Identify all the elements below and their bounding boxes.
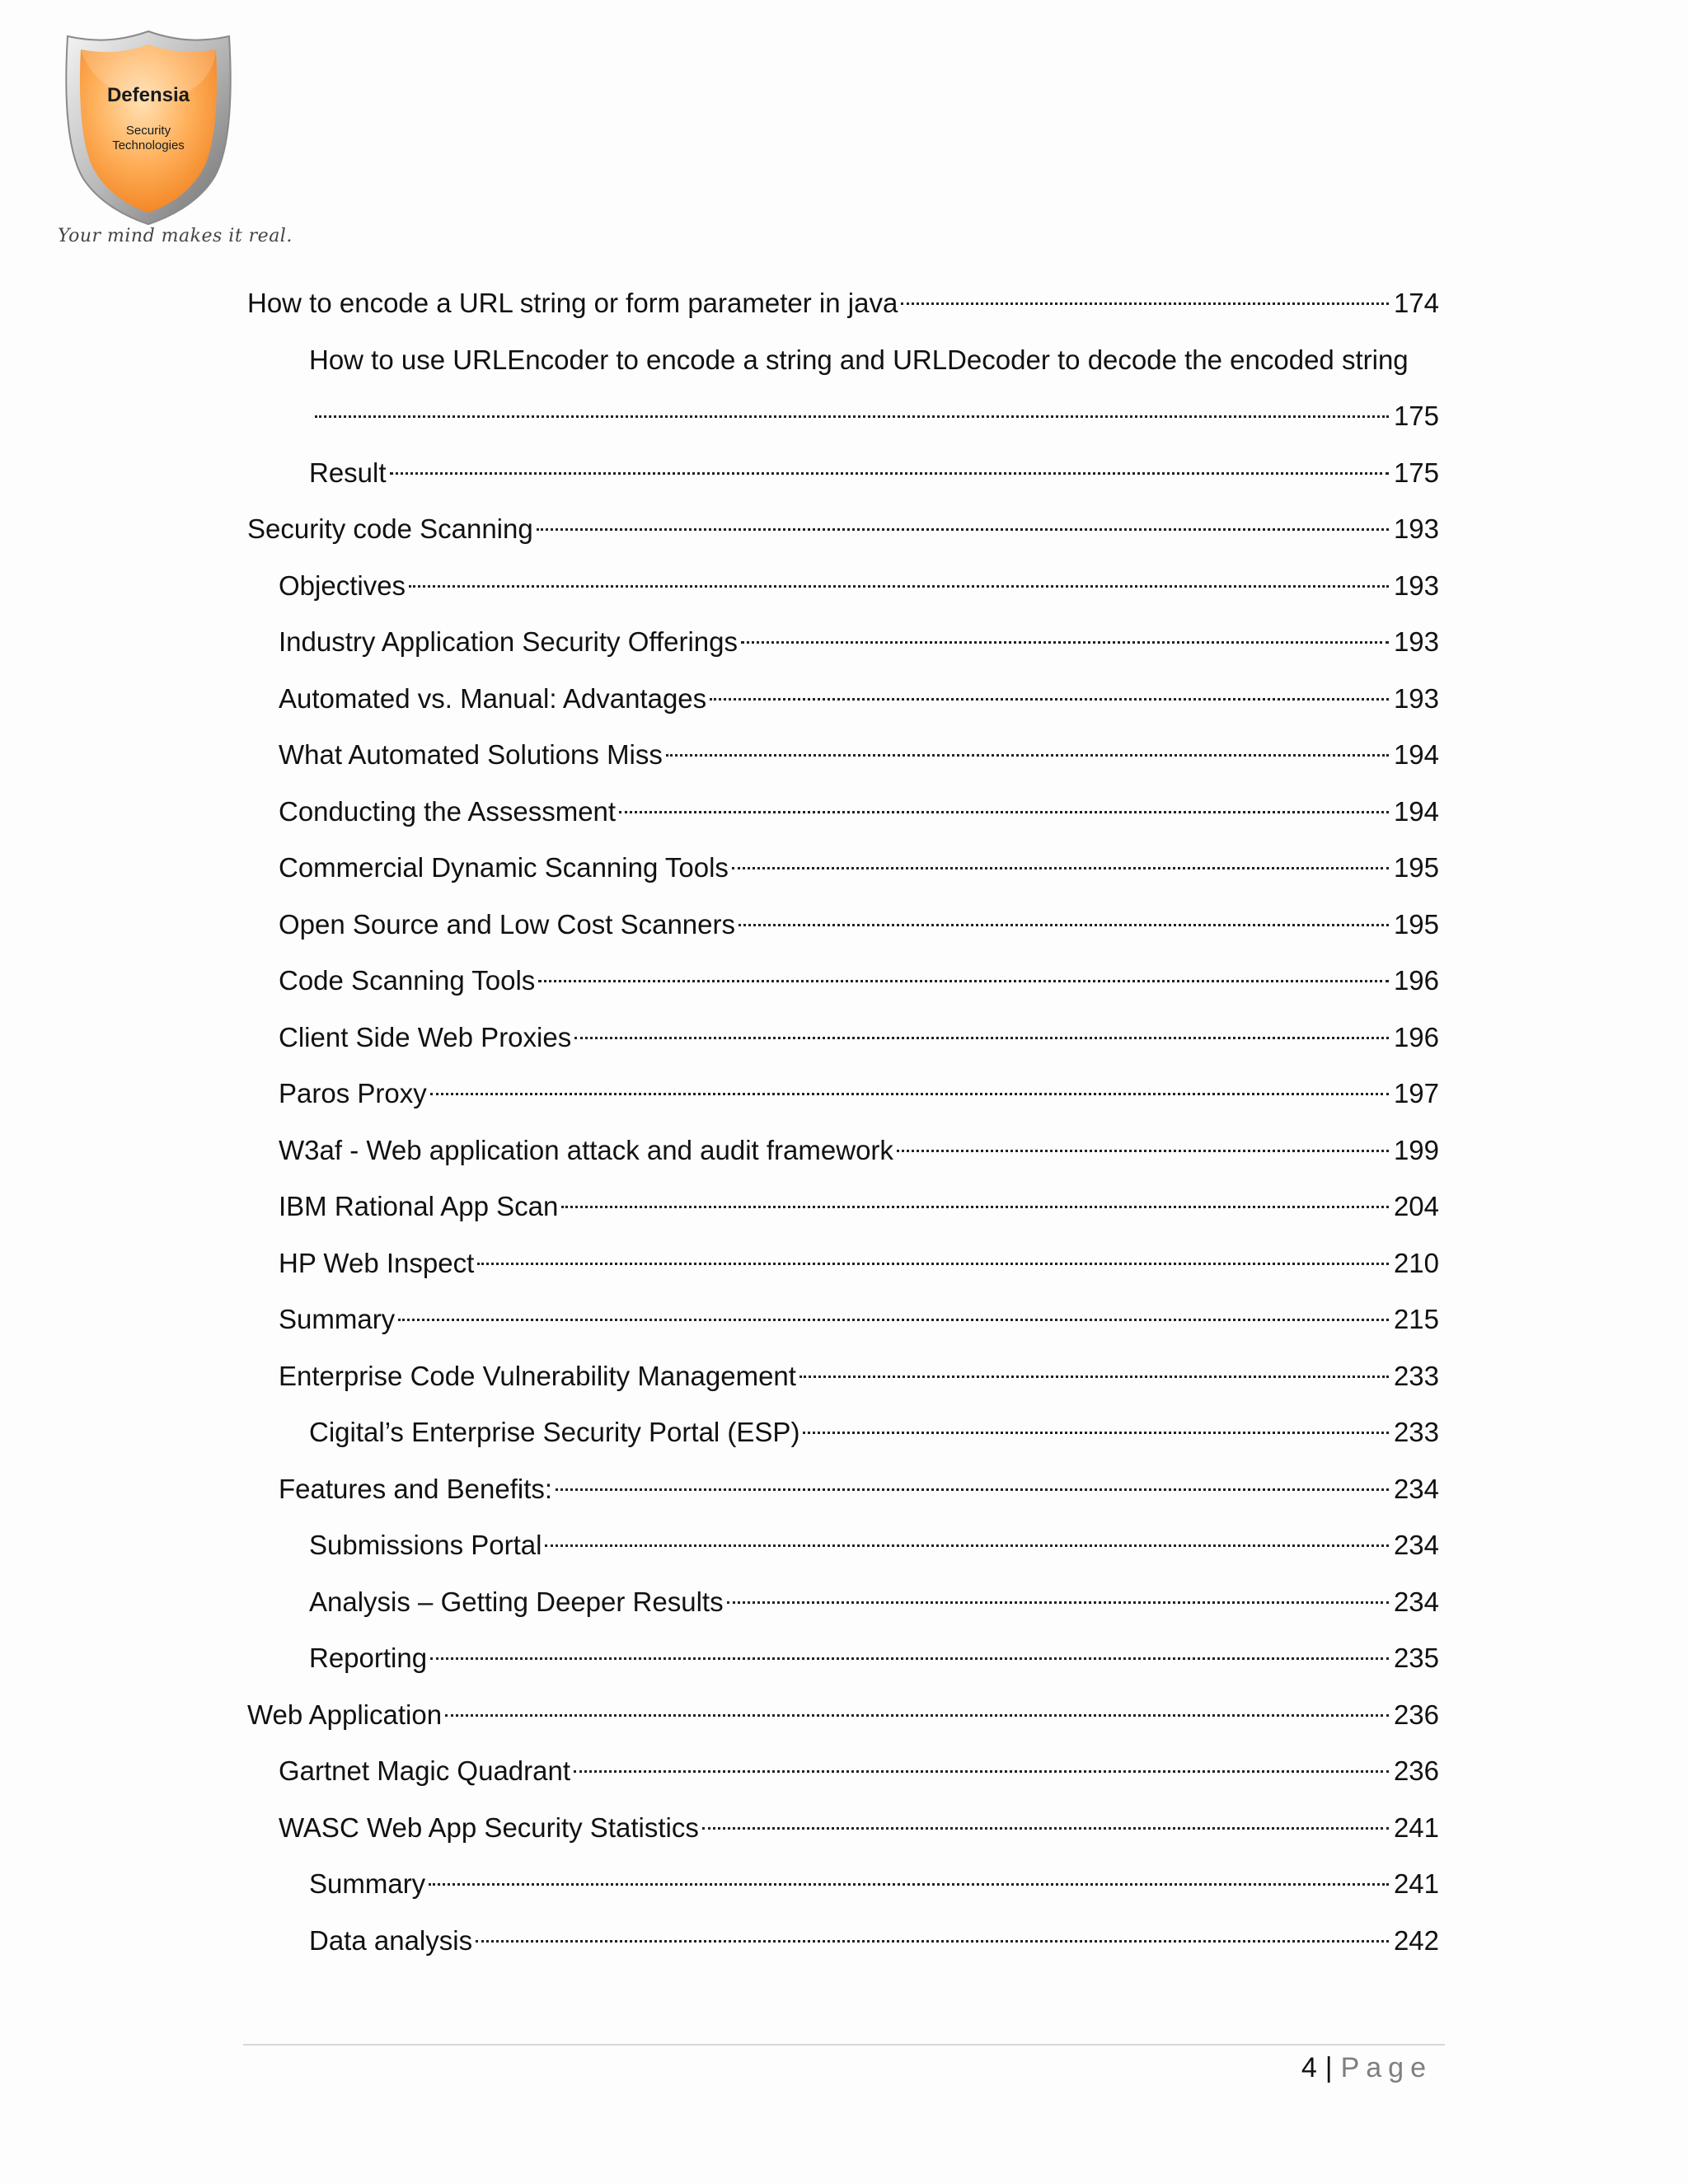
toc-page-number[interactable]: 234	[1393, 1473, 1439, 1504]
toc-entry-title[interactable]: Security code Scanning	[247, 513, 533, 544]
toc-page-number[interactable]: 196	[1393, 965, 1439, 996]
toc-entry-title[interactable]: What Automated Solutions Miss	[279, 739, 663, 770]
toc-entry-title[interactable]: Summary	[279, 1304, 396, 1334]
toc-page-number[interactable]: 204	[1393, 1191, 1439, 1221]
toc-page-number[interactable]: 193	[1393, 682, 1439, 714]
toc-entry[interactable]	[247, 1188, 1439, 1244]
toc-entry[interactable]	[247, 1526, 1439, 1583]
toc-entry[interactable]	[247, 1244, 1439, 1301]
toc-page-number[interactable]: 195	[1393, 852, 1439, 883]
toc-entry-title[interactable]: Conducting the Assessment	[279, 795, 617, 827]
toc-entry-title[interactable]: Enterprise Code Vulnerability Management	[279, 1360, 796, 1391]
toc-dot-leader	[897, 1150, 1389, 1152]
toc-page-number[interactable]: 196	[1393, 1021, 1439, 1052]
toc-page-number[interactable]: 175	[1393, 457, 1439, 488]
toc-dot-leader	[477, 1263, 1389, 1265]
page-label: Page	[1340, 2052, 1432, 2083]
toc-entry-title[interactable]: Open Source and Low Cost Scanners	[279, 908, 735, 940]
toc-page-number[interactable]: 174	[1393, 288, 1439, 318]
toc-entry[interactable]	[247, 1639, 1439, 1696]
toc-dot-leader	[619, 811, 1389, 813]
toc-entry-title[interactable]: Paros Proxy	[279, 1078, 427, 1108]
toc-dot-leader	[315, 415, 1389, 418]
toc-entry[interactable]	[247, 284, 1439, 341]
toc-entry-title[interactable]: Result	[309, 457, 387, 488]
toc-dot-leader	[429, 1883, 1389, 1886]
toc-page-number[interactable]: 194	[1393, 795, 1439, 827]
toc-dot-leader	[545, 1544, 1388, 1547]
toc-dot-leader	[738, 924, 1389, 926]
toc-entry[interactable]	[247, 454, 1439, 511]
toc-entry[interactable]	[247, 1075, 1439, 1132]
toc-entry-title[interactable]: How to use URLEncoder to encode a string and URLDecoder to decode the encoded string	[309, 344, 1409, 375]
toc-dot-leader	[398, 1319, 1389, 1321]
toc-entry[interactable]	[247, 567, 1439, 624]
toc-entry[interactable]	[247, 962, 1439, 1019]
toc-dot-leader	[561, 1206, 1389, 1208]
page-number: 4	[1301, 2052, 1317, 2083]
toc-entry[interactable]	[247, 680, 1439, 737]
toc-entry[interactable]	[247, 736, 1439, 793]
page-footer	[1301, 2050, 1432, 2086]
toc-entry-title[interactable]: Reporting	[309, 1643, 428, 1673]
toc-entry-title[interactable]: How to encode a URL string or form parameter in java	[247, 288, 898, 318]
table-of-contents	[247, 284, 1439, 1978]
toc-dot-leader	[445, 1714, 1389, 1717]
toc-entry-title[interactable]: Web Application	[247, 1699, 443, 1730]
toc-entry-title[interactable]: Commercial Dynamic Scanning Tools	[279, 852, 729, 883]
toc-entry-title[interactable]: Analysis – Getting Deeper Results	[309, 1586, 724, 1617]
toc-page-number[interactable]: 234	[1393, 1530, 1439, 1560]
toc-page-number[interactable]: 194	[1393, 739, 1439, 770]
toc-entry[interactable]	[247, 1752, 1439, 1809]
toc-page-number[interactable]: 175	[1393, 400, 1439, 431]
toc-page-number[interactable]: 233	[1393, 1417, 1439, 1447]
toc-entry-title[interactable]: Gartnet Magic Quadrant	[279, 1755, 571, 1786]
toc-entry[interactable]	[247, 1922, 1439, 1979]
toc-entry[interactable]	[247, 1357, 1439, 1414]
logo-brand-text: Defensia	[106, 84, 190, 106]
toc-entry-title[interactable]: Automated vs. Manual: Advantages	[279, 682, 707, 714]
toc-page-number[interactable]: 193	[1393, 626, 1439, 657]
toc-dot-leader	[666, 754, 1389, 757]
toc-entry[interactable]	[247, 623, 1439, 680]
toc-dot-leader	[409, 585, 1389, 588]
toc-page-number[interactable]: 210	[1393, 1247, 1439, 1278]
toc-entry[interactable]	[247, 510, 1439, 567]
toc-page-number[interactable]: 193	[1393, 513, 1439, 544]
toc-page-number[interactable]: 197	[1393, 1078, 1439, 1108]
toc-dot-leader	[537, 528, 1389, 531]
toc-entry[interactable]	[247, 1301, 1439, 1357]
toc-entry-title[interactable]: HP Web Inspect	[279, 1247, 475, 1278]
toc-entry-title[interactable]: Submissions Portal	[309, 1530, 542, 1560]
toc-page-number[interactable]: 241	[1393, 1811, 1439, 1843]
toc-entry[interactable]	[247, 1413, 1439, 1470]
toc-entry-title[interactable]: WASC Web App Security Statistics	[279, 1811, 699, 1843]
toc-page-number[interactable]: 199	[1393, 1134, 1439, 1165]
toc-page-number[interactable]: 215	[1393, 1304, 1439, 1334]
toc-dot-leader	[710, 698, 1389, 701]
toc-entry-title[interactable]: IBM Rational App Scan	[279, 1191, 559, 1221]
toc-entry[interactable]	[247, 341, 1439, 454]
toc-dot-leader	[702, 1827, 1389, 1830]
toc-entry[interactable]	[247, 793, 1439, 850]
toc-dot-leader	[430, 1657, 1389, 1660]
toc-page-number[interactable]: 241	[1393, 1868, 1439, 1899]
toc-entry[interactable]	[247, 849, 1439, 906]
toc-dot-leader	[538, 980, 1389, 982]
toc-entry-title[interactable]: Summary	[309, 1868, 426, 1899]
toc-entry-title[interactable]: Industry Application Security Offerings	[279, 626, 738, 657]
logo-line1-text: Security	[125, 124, 171, 138]
toc-page-number[interactable]: 193	[1393, 569, 1439, 601]
toc-page-number[interactable]: 236	[1393, 1699, 1439, 1730]
shield-logo-icon	[58, 25, 239, 227]
company-logo	[58, 25, 239, 255]
toc-dot-leader	[741, 641, 1389, 644]
toc-entry-title[interactable]: Client Side Web Proxies	[279, 1021, 572, 1052]
footer-divider	[243, 2044, 1445, 2046]
toc-entry[interactable]	[247, 1132, 1439, 1188]
toc-dot-leader	[574, 1037, 1389, 1039]
toc-entry-title[interactable]: Cigital’s Enterprise Security Portal (ESP)	[309, 1417, 800, 1447]
toc-page-number[interactable]: 236	[1393, 1755, 1439, 1786]
toc-dot-leader	[901, 302, 1389, 305]
footer-separator: |	[1325, 2052, 1333, 2083]
toc-entry[interactable]	[247, 1865, 1439, 1922]
toc-page-number[interactable]: 195	[1393, 908, 1439, 940]
toc-entry[interactable]	[247, 1809, 1439, 1866]
toc-dot-leader	[476, 1940, 1389, 1943]
toc-page-number[interactable]: 235	[1393, 1643, 1439, 1673]
toc-entry[interactable]	[247, 1019, 1439, 1076]
toc-entry[interactable]	[247, 1470, 1439, 1527]
toc-entry[interactable]	[247, 1696, 1439, 1753]
toc-dot-leader	[803, 1432, 1389, 1434]
logo-tagline: Your mind makes it real.	[58, 226, 293, 246]
toc-entry-title[interactable]: Objectives	[279, 569, 406, 601]
toc-entry-title[interactable]: Code Scanning Tools	[279, 965, 536, 996]
toc-entry[interactable]	[247, 906, 1439, 963]
toc-page-number[interactable]: 242	[1393, 1924, 1439, 1956]
toc-dot-leader	[799, 1376, 1389, 1378]
toc-dot-leader	[574, 1770, 1389, 1773]
toc-dot-leader	[430, 1093, 1389, 1095]
toc-entry-title[interactable]: Features and Benefits:	[279, 1473, 553, 1504]
toc-entry-title[interactable]: Data analysis	[309, 1924, 473, 1956]
toc-page-number[interactable]: 233	[1393, 1360, 1439, 1391]
toc-dot-leader	[727, 1601, 1389, 1604]
toc-entry-title[interactable]: W3af - Web application attack and audit framework	[279, 1134, 893, 1165]
toc-dot-leader	[732, 867, 1389, 869]
toc-page-number[interactable]: 234	[1393, 1586, 1439, 1617]
toc-dot-leader	[390, 472, 1389, 475]
toc-entry[interactable]	[247, 1583, 1439, 1640]
logo-line2-text: Technologies	[112, 138, 185, 152]
toc-dot-leader	[556, 1488, 1389, 1491]
